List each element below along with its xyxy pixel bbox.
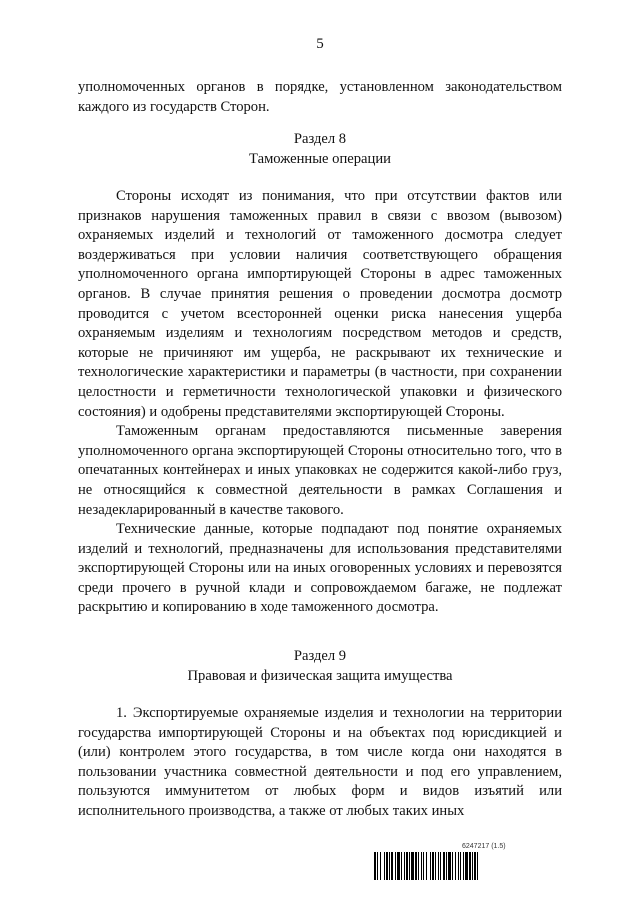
barcode-bar <box>423 852 424 880</box>
barcode-bar <box>430 852 431 880</box>
barcode-bar <box>395 852 396 880</box>
barcode-bar <box>409 852 410 880</box>
barcode-bar <box>415 852 417 880</box>
section-8-body <box>78 187 562 618</box>
section-8-paragraph-1: Стороны исходят из понимания, что при отсутствии фактов или признаков нарушения таможенных правил в связи с ввозом (вывозом) охраняемых изделий и технологий от таможенного досмотра следует воздерживаться при условии наличия соответствующего обращения уполномоченного органа импортирующей Стороны в адрес таможенных органов. В случае принятия решения о проведении досмотра досмотр проводится с учетом всесторонней оценки риска нанесения ущерба охраняемым изделиям и технологиям посредством методов и средств, которые не причиняют им ущерба, не раскрывают их технические и технологические характеристики и параметры (в частности, при сохранении целостности и герметичности технологической упаковки и физического состояния) и одобрены представителями экспортирующей Стороны. <box>78 188 562 420</box>
barcode-bar <box>391 852 393 880</box>
barcode-bar <box>374 852 376 880</box>
barcode-bar <box>435 852 436 880</box>
section-9-paragraph-1: 1. Экспортируемые охраняемые изделия и технологии на территории государства импортирующей Стороны и на объектах под юрисдикцией и (или) контролем этого государства, в том числе когда они находятся в пользовании участника совместной деятельности и под его управлением, пользуются иммунитетом от любых форм и видов изъятий или исполнительного производства, а также от любых таких иных <box>78 705 562 819</box>
barcode-bar <box>455 852 456 880</box>
barcode-bar <box>440 852 441 880</box>
barcode-bar <box>477 852 478 880</box>
barcode-bar <box>421 852 422 880</box>
barcode-bar <box>380 852 381 880</box>
barcode-bar <box>465 852 468 880</box>
barcode-bar <box>406 852 408 880</box>
barcode-bar <box>377 852 378 880</box>
barcode-bar <box>460 852 461 880</box>
barcode-bar <box>404 852 405 880</box>
barcode-bar <box>469 852 471 880</box>
document-id: 6247217 (1.5) <box>462 843 506 850</box>
barcode-bar <box>452 852 453 880</box>
barcode-bar <box>384 852 385 880</box>
barcode-bar <box>463 852 464 880</box>
barcode-bar <box>448 852 451 880</box>
section-8-paragraph-2: Таможенным органам предоставляются письменные заверения уполномоченного органа экспортирующей Стороны относительно того, что в опечатанных контейнерах и иных упаковках не содержится какой-либо груз, не относящийся к совместной деятельности в рамках Соглашения и незадекларированный в качестве такового. <box>78 423 562 518</box>
intro-paragraph <box>78 78 562 117</box>
intro-text: уполномоченных органов в порядке, установленном законодательством каждого из государств Сторон. <box>78 79 562 115</box>
barcode-bar <box>432 852 434 880</box>
barcode-bar <box>401 852 402 880</box>
barcode-bar <box>389 852 390 880</box>
barcode-bar <box>443 852 445 880</box>
barcode-bar <box>438 852 439 880</box>
barcode-bar <box>446 852 447 880</box>
section-9-subtitle: Правовая и физическая защита имущества <box>187 668 453 684</box>
barcode-bar <box>474 852 476 880</box>
section-9-body <box>78 704 562 822</box>
barcode-bar <box>418 852 419 880</box>
barcode-bar <box>458 852 459 880</box>
section-9-title: Раздел 9 <box>293 648 347 664</box>
barcode-bar <box>386 852 388 880</box>
page-number: 5 <box>316 36 324 52</box>
barcode-bar <box>472 852 473 880</box>
section-8-subtitle: Таможенные операции <box>249 151 391 167</box>
barcode-bar <box>397 852 400 880</box>
barcode-icon <box>374 852 562 880</box>
section-8-paragraph-3: Технические данные, которые подпадают под понятие охраняемых изделий и технологий, предназначены для использования представителями экспортирующей Стороны или на иных оговоренных условиях и перевозятся среди прочего в ручной клади и сопровождаемом багаже, не подлежат раскрытию и копированию в ходе таможенного досмотра. <box>78 521 562 616</box>
barcode-bar <box>426 852 427 880</box>
section-8-title: Раздел 8 <box>293 131 347 147</box>
barcode-bar <box>411 852 414 880</box>
